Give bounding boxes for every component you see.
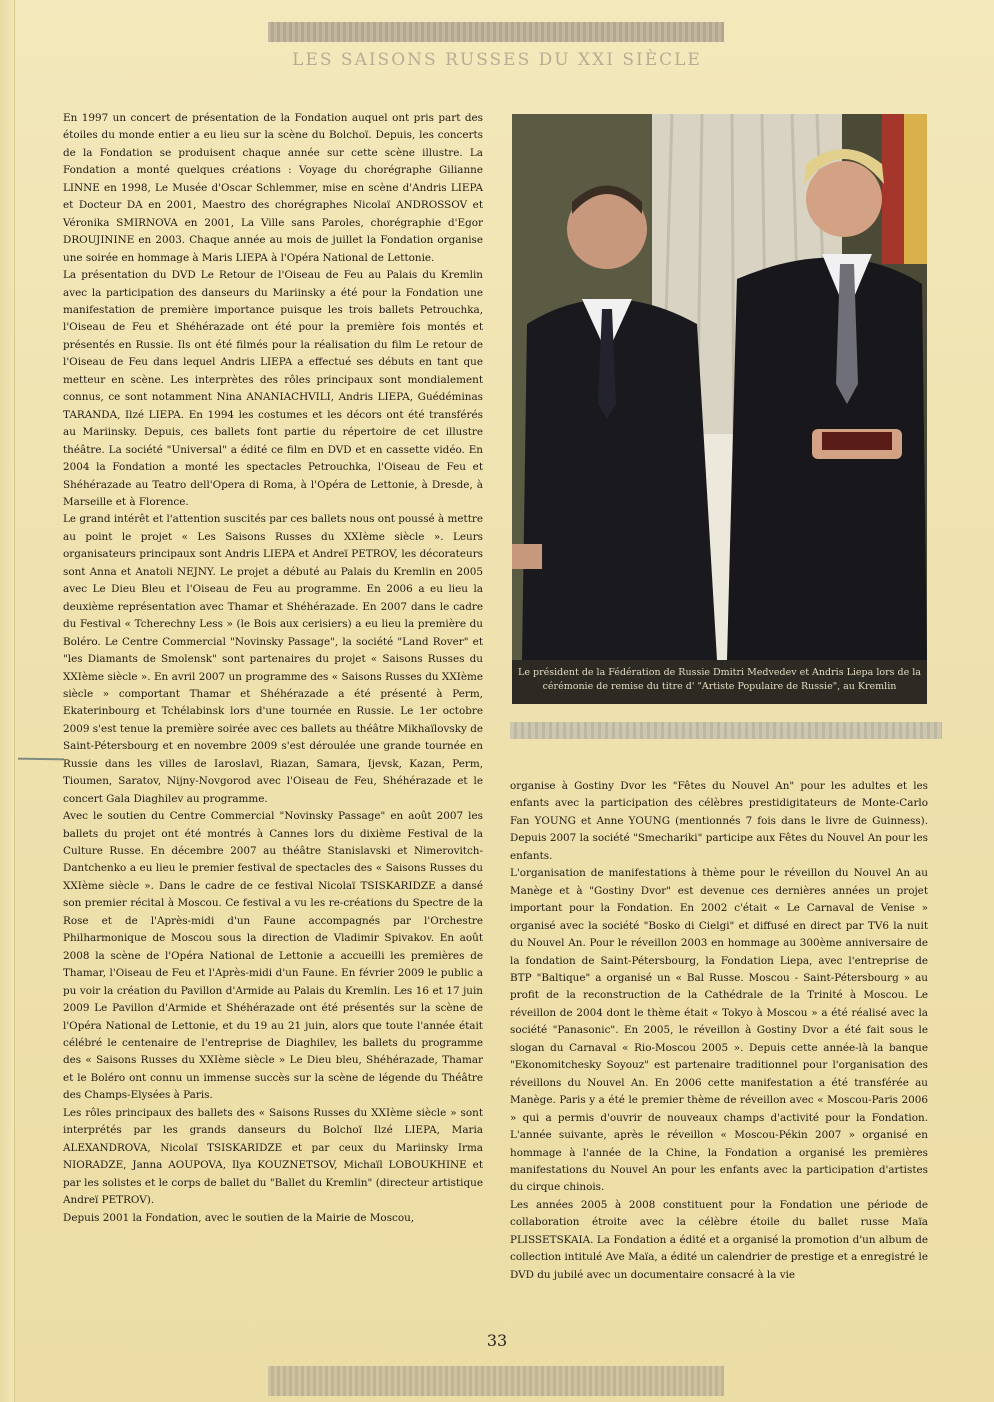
paragraph: Les années 2005 à 2008 constituent pour la Fondation une période de collaboration étroite avec la célèbre étoile du ballet russe Maïa PLISSETSKAIA. La Fondation a édité et a organisé la promotion d'un album de collection intitulé Ave Maïa, a édité un calendrier de prestige et a enregistré le DVD du jubilé avec un documentaire consacré à la vie — [510, 1198, 928, 1281]
photo-illustration — [512, 114, 927, 660]
paragraph: La présentation du DVD Le Retour de l'Oiseau de Feu au Palais du Kremlin avec la participation des danseurs du Mariinsky a été pour la Fondation une manifestation de première importance puisque les trois ballets Petrouchka, l'Oiseau de Feu et Shéhérazade ont été pour la première fois montés et présentés en Russie. Ils ont été filmés pour la réalisation du film Le retour de l'Oiseau de Feu dans lequel Andris LIEPA a effectué ses débuts en tant que metteur en scène. Les interprètes des rôles principaux sont mondialement connus, ce sont notamment Nina ANANIACHVILI, Andris LIEPA, Guédéminas TARANDA, Ilzé LIEPA. En 1994 les costumes et les décors ont été transférés au Mariinsky. Depuis, ces ballets font partie du répertoire de cet illustre théâtre. La société "Universal" a édité ce film en DVD et en cassette vidéo. En 2004 la Fondation a monté les spectacles Petrouchka, l'Oiseau de Feu et Shéhérazade au Teatro dell'Opera di Roma, à l'Opéra de Lettonie, à Dresde, à Marseille et à Florence. — [63, 269, 483, 508]
paragraph: Avec le soutien du Centre Commercial "Novinsky Passage" en août 2007 les ballets du projet ont été montrés à Cannes lors du dixième Festival de la Culture Russe. En décembre 2007 au théâtre Stanislavski et Nimerovitch-Dantchenko a eu lieu le premier festival de spectacles des « Saisons Russes du XXIème siècle ». Dans le cadre de ce festival Nicolaï TSISKARIDZE a dansé son premier récital à Moscou. Ce festival a vu les re-créations du Spectre de la Rose et de l'Après-midi d'un Faune accompagnés par l'Orchestre Philharmonique de Moscou sous la direction de Vladimir Spivakov. En août 2008 la scène de l'Opéra National de Lettonie a accueilli les premières de Thamar, l'Oiseau de Feu et l'Après-midi d'un Faune. En février 2009 le public a pu voir la création du Pavillon d'Armide au Palais du Kremlin. Les 16 et 17 juin 2009 Le Pavillon d'Armide et Shéhérazade ont été présentés sur la scène de l'Opéra National de Lettonie, et du 19 au 21 juin, alors que toute l'année était célébré le centenaire de l'entreprise de Diaghilev, les ballets du programme des « Saisons Russes du XXIème siècle » Le Dieu bleu, Shéhérazade, Thamar et le Boléro ont connu un immense succès sur la scène de légende du Théâtre des Champs-Elysées à Paris. — [63, 810, 483, 1102]
section-title: LES SAISONS RUSSES DU XXI SIÈCLE — [292, 50, 702, 70]
paragraph: En 1997 un concert de présentation de la Fondation auquel ont pris part des étoiles du monde entier a eu lieu sur la scène du Bolchoï. Depuis, les concerts de la Fondation se produisent chaque année sur cette scène illustre. La Fondation a monté quelques créations : Voyage du chorégraphe Gilianne LINNE en 1998, Le Musée d'Oscar Schlemmer, mise en scène d'Andris LIEPA et Docteur DA en 2001, Maestro des chorégraphes Nicolaï ANDROSSOV et Véronika SMIRNOVA en 2001, La Ville sans Paroles, chorégraphie d'Egor DROUJININE en 2003. Chaque année au mois de juillet la Fondation organise une soirée en hommage à Maris LIEPA à l'Opéra National de Lettonie. — [63, 112, 483, 264]
margin-mark — [18, 758, 64, 761]
paragraph: Depuis 2001 la Fondation, avec le soutien de la Mairie de Moscou, — [63, 1211, 415, 1224]
left-text-column — [63, 110, 483, 1300]
paragraph: Le grand intérêt et l'attention suscités par ces ballets nous ont poussé à mettre au point le projet « Les Saisons Russes du XXIème siècle ». Leurs organisateurs principaux sont Andris LIEPA et Andreï PETROV, les décorateurs sont Anna et Anatoli NEJNY. Le projet a débuté au Palais du Kremlin en 2005 avec Le Dieu Bleu et l'Oiseau de Feu au programme. En 2006 a eu lieu la deuxième représentation avec Thamar et Shéhérazade. En 2007 dans le cadre du Festival « Tcherechny Less » (le Bois aux cerisiers) a eu lieu la première du Boléro. Le Centre Commercial "Novinsky Passage", la société "Land Rover" et "les Diamants de Smolensk" sont partenaires du projet « Saisons Russes du XXIème siècle ». En avril 2007 un programme des « Saisons Russes du XXIème siècle » comportant Thamar et Shéhérazade a été présenté à Perm, Ekaterinbourg et Tchélabinsk lors d'une tournée en Russie. Le 1er octobre 2009 s'est tenue la première soirée avec ces ballets au théâtre Mikhaïlovsky de Saint-Pétersbourg et en novembre 2009 s'est déroulée une grande tournée en Russie dans les villes de Iaroslavl, Riazan, Samara, Ijevsk, Kazan, Perm, Tioumen, Saratov, Nijny-Novgorod avec l'Oiseau de Feu, Shéhérazade et le concert Gala Diaghilev au programme. — [63, 513, 483, 805]
paragraph: organise à Gostiny Dvor les "Fêtes du Nouvel An" pour les adultes et les enfants avec la participation des célèbres prestidigitateurs de Monte-Carlo Fan YOUNG et Anne YOUNG (mentionnés 7 fois dans le livre de Guinness). Depuis 2007 la société "Smechariki" participe aux Fêtes du Nouvel An pour les enfants. — [510, 780, 928, 862]
bottom-decorative-band — [268, 1366, 724, 1396]
right-text-column — [510, 778, 928, 1308]
top-decorative-band — [268, 22, 724, 42]
page-edge — [0, 0, 15, 1402]
mid-decorative-band — [510, 722, 942, 739]
photo-caption: Le président de la Fédération de Russie Dmitri Medvedev et Andris Liepa lors de la cérémonie de remise du titre d' "Artiste Populaire de Russie", au Kremlin — [512, 660, 927, 704]
ceremony-photo — [512, 114, 927, 660]
page-number: 33 — [486, 1331, 508, 1350]
paragraph: L'organisation de manifestations à thème pour le réveillon du Nouvel An au Manège et à "Gostiny Dvor" est devenue ces dernières années un projet important pour la Fondation. En 2002 c'était « Le Carnaval de Venise » organisé avec la société "Bosko di Cielgi" et diffusé en direct par TV6 la nuit du Nouvel An. Pour le réveillon 2003 en hommage au 300ème anniversaire de la fondation de Saint-Pétersbourg, la Fondation Liepa, avec l'entreprise de BTP "Baltique" a organisé un « Bal Russe. Moscou - Saint-Pétersbourg » au profit de la reconstruction de la Cathédrale de la Trinité à Moscou. Le réveillon de 2004 dont le thème était « Tokyo à Moscou » a été réalisé avec la société "Panasonic". En 2005, le réveillon à Gostiny Dvor a été fait sous le slogan du Carnaval « Rio-Moscou 2005 ». Depuis cette année-là la banque "Ekonomitchesky Soyouz" est partenaire traditionnel pour l'organisation des réveillons du Nouvel An. En 2006 cette manifestation a été transférée au Manège. Paris y a été le premier thème de réveillon avec « Moscou-Paris 2006 » qui a permis d'ouvrir de nouveaux champs d'activité pour la Fondation. L'année suivante, après le réveillon « Moscou-Pékin 2007 » organisé en hommage à l'année de la Chine, la Fondation a organisé les premières manifestations du Nouvel An pour les enfants avec la participation d'artistes du cirque chinois. — [510, 867, 928, 1194]
paragraph: Les rôles principaux des ballets des « Saisons Russes du XXIème siècle » sont interprétés par les grands danseurs du Bolchoï Ilzé LIEPA, Maria ALEXANDROVA, Nicolaï TSISKARIDZE et par ceux du Mariinsky Irma NIORADZE, Janna AOUPOVA, Ilya KOUZNETSOV, Michaïl LOBOUKHINE et par les solistes et le corps de ballet du "Ballet du Kremlin" (directeur artistique Andreï PETROV). — [63, 1106, 483, 1207]
